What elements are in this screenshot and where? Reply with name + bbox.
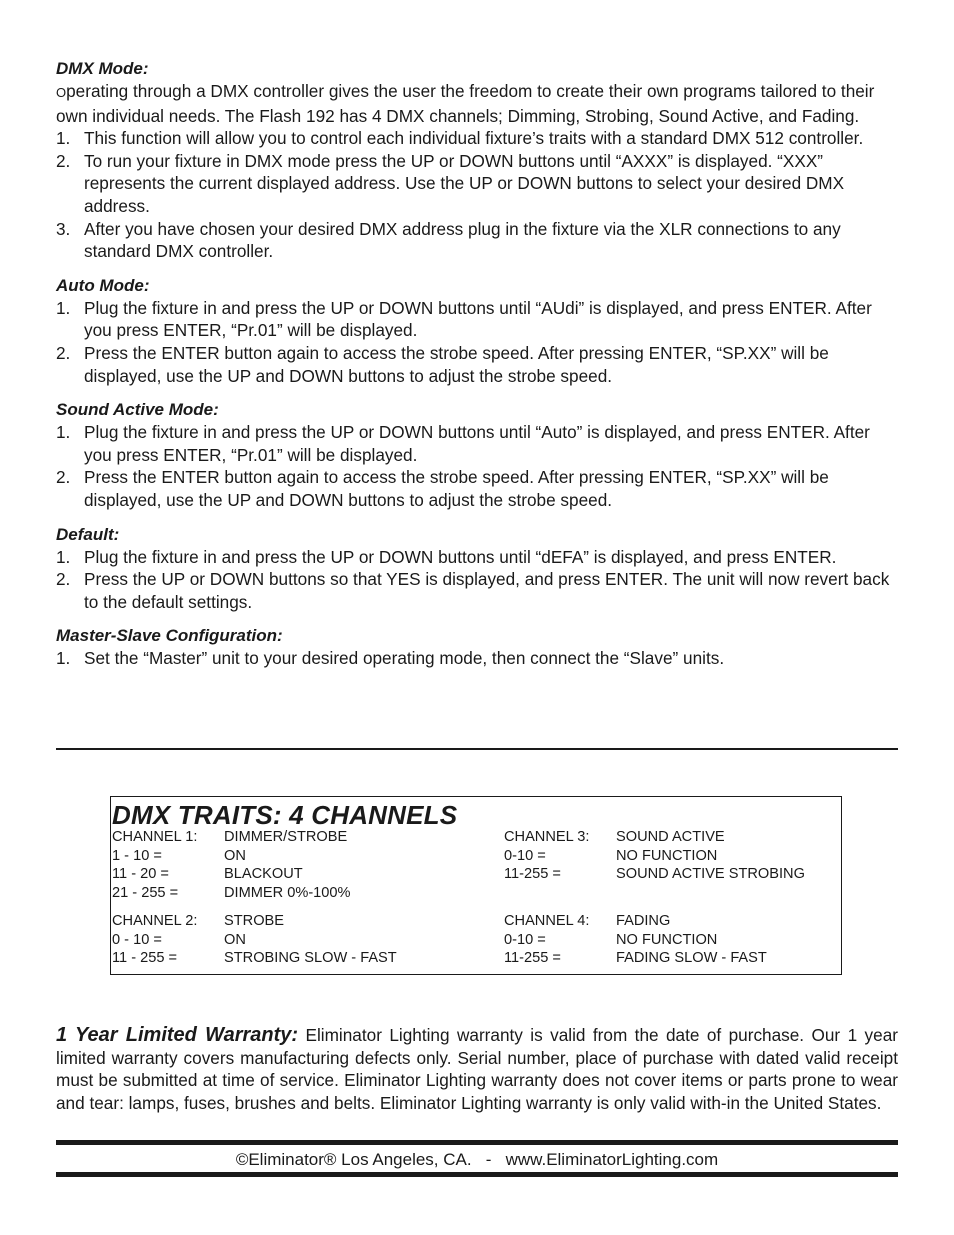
step-number: 1. (56, 422, 71, 443)
auto-mode-heading: Auto Mode: (56, 275, 150, 295)
default-steps (56, 546, 898, 614)
table-row (112, 884, 351, 903)
table-row (504, 949, 767, 968)
table-row (112, 912, 397, 931)
list-item (56, 546, 898, 569)
channel-value: BLACKOUT (224, 866, 303, 882)
channel-value: DIMMER 0%-100% (224, 884, 351, 901)
warranty-paragraph (56, 1024, 898, 1114)
step-number: 2. (56, 342, 71, 363)
channel-key: 0-10 = (504, 847, 546, 864)
channel-key: 11 - 20 = (112, 866, 169, 882)
step-number: 1. (56, 297, 71, 318)
sound-active-mode-section (56, 399, 898, 511)
table-row (504, 847, 805, 866)
step-text: Press the ENTER button again to access the strobe speed. After pressing ENTER, “SP.XX” will be displayed, use the UP and DOWN buttons to adjust the strobe speed. (84, 342, 829, 386)
list-item (56, 297, 898, 342)
list-item (56, 342, 898, 387)
channel-value: NO FUNCTION (616, 931, 718, 948)
channel-3-block (504, 828, 805, 884)
list-item (56, 127, 898, 150)
list-item (56, 568, 898, 613)
instructions-body (56, 58, 898, 682)
dmx-traits-box (110, 796, 842, 975)
channel-2-block (112, 912, 397, 968)
list-item (56, 647, 898, 670)
step-text: Press the ENTER button again to access the strobe speed. After pressing ENTER, “SP.XX” will be displayed, use the UP and DOWN buttons to adjust the strobe speed. (84, 467, 829, 510)
table-row (112, 949, 397, 968)
channel-key: 11-255 = (504, 866, 561, 882)
channel-key: 0 - 10 = (112, 931, 162, 948)
list-item (56, 150, 898, 218)
master-slave-heading: Master-Slave Configuration: (56, 626, 283, 646)
footer-top-rule (56, 1140, 898, 1145)
page-footer: ©Eliminator® Los Angeles, CA. - www.EliminatorLighting.com (235, 1150, 719, 1169)
sound-active-mode-steps (56, 421, 898, 511)
table-row (112, 931, 397, 950)
channel-1-block (112, 828, 351, 902)
channel-key: CHANNEL 1: (112, 829, 198, 845)
dmx-mode-heading: DMX Mode: (56, 59, 149, 78)
warranty-text: Eliminator Lighting warranty is valid from the date of purchase. Our 1 year limited warranty covers manufacturing defects only. Serial number, place of purchase with dated valid receipt must be submitted at time of service. Eliminator Lighting warranty does not cover items or parts prone to wear and tear: lamps, fuses, brushes and belts. Eliminator Lighting warranty is only valid with-in the United States. (56, 1025, 898, 1113)
channel-key: 1 - 10 = (112, 847, 162, 864)
table-row (504, 828, 805, 847)
default-section (56, 524, 898, 614)
table-row (112, 865, 351, 884)
table-row (112, 828, 351, 847)
dmx-mode-steps (56, 127, 898, 263)
channel-value: FADING (616, 913, 671, 929)
master-slave-steps (56, 647, 898, 670)
dmx-mode-section (56, 58, 898, 263)
step-number: 2. (56, 467, 71, 488)
dmx-mode-intro-initial: O (56, 85, 67, 100)
table-row (112, 847, 351, 866)
master-slave-section (56, 625, 898, 670)
channel-4-block (504, 912, 767, 968)
step-text: Press the UP or DOWN buttons so that YES is displayed, and press ENTER. The unit will now revert back to the default settings. (84, 569, 890, 612)
section-divider (56, 748, 898, 750)
dmx-mode-intro (56, 80, 898, 127)
channel-value: ON (224, 931, 246, 948)
channel-key: 21 - 255 = (112, 884, 179, 901)
step-text: Plug the fixture in and press the UP or DOWN buttons until “AUdi” is displayed, and press ENTER. After you press ENTER, “Pr.01” will be displayed. (84, 297, 872, 341)
list-item (56, 218, 898, 263)
step-number: 2. (56, 569, 71, 590)
step-number: 1. (56, 546, 71, 567)
channel-value: SOUND ACTIVE (616, 829, 725, 845)
step-number: 1. (56, 128, 71, 149)
warranty-heading: 1 Year Limited Warranty: (56, 1024, 299, 1046)
channel-value: ON (224, 847, 246, 864)
step-text: After you have chosen your desired DMX address plug in the fixture via the XLR connections to any standard DMX controller. (84, 218, 841, 262)
step-number: 3. (56, 218, 71, 239)
dmx-mode-intro-text: perating through a DMX controller gives the user the freedom to create their own programs tailored to their own individual needs. The Flash 192 has 4 DMX channels; Dimming, Strobing, Sound Active, and Fading. (56, 81, 875, 126)
step-number: 2. (56, 150, 71, 171)
channel-key: CHANNEL 4: (504, 913, 590, 929)
sound-active-mode-heading: Sound Active Mode: (56, 400, 219, 420)
channel-value: SOUND ACTIVE STROBING (616, 866, 805, 882)
step-text: Plug the fixture in and press the UP or DOWN buttons until “dEFA” is displayed, and press ENTER. (84, 546, 837, 567)
footer-bottom-rule (56, 1172, 898, 1177)
channel-value: NO FUNCTION (616, 847, 718, 864)
table-row (504, 912, 767, 931)
step-text: Set the “Master” unit to your desired operating mode, then connect the “Slave” units. (84, 648, 725, 669)
step-text: To run your fixture in DMX mode press the UP or DOWN buttons until “AXXX” is displayed. “XXX” represents the current displayed address. Use the UP or DOWN buttons to select your desired DMX address. (84, 150, 845, 216)
channel-key: CHANNEL 3: (504, 829, 590, 845)
table-row (504, 931, 767, 950)
step-text: This function will allow you to control each individual fixture’s traits with a standard DMX 512 controller. (84, 128, 864, 149)
channel-value: STROBING SLOW - FAST (224, 950, 397, 966)
channel-value: STROBE (224, 913, 285, 929)
dmx-traits-title: DMX TRAITS: 4 CHANNELS (112, 800, 458, 830)
default-heading: Default: (56, 524, 120, 544)
step-text: Plug the fixture in and press the UP or DOWN buttons until “Auto” is displayed, and press ENTER. After you press ENTER, “Pr.01” will be displayed. (84, 422, 870, 465)
channel-key: 11 - 255 = (112, 950, 178, 966)
channel-key: CHANNEL 2: (112, 913, 198, 929)
channel-key: 0-10 = (504, 931, 546, 948)
channel-value: DIMMER/STROBE (224, 829, 348, 845)
auto-mode-steps (56, 297, 898, 387)
step-number: 1. (56, 648, 71, 669)
channel-value: FADING SLOW - FAST (616, 950, 767, 966)
list-item (56, 466, 898, 511)
channel-key: 11-255 = (504, 950, 561, 966)
table-row (504, 865, 805, 884)
auto-mode-section (56, 275, 898, 387)
list-item (56, 421, 898, 466)
